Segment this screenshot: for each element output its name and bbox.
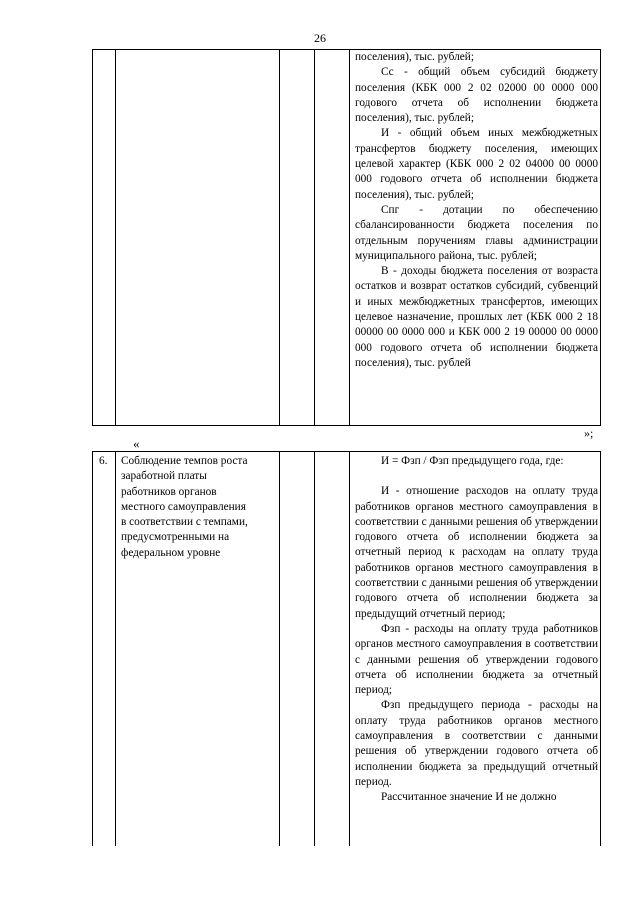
number-cell — [93, 50, 116, 426]
indicator-table-row-6 — [92, 451, 601, 846]
empty-cell — [315, 452, 350, 847]
calculation-method-cell — [350, 452, 601, 847]
paragraph: И - отношение расходов на оплату труда работников органов местного самоуправления в соответствии с данными решения об утверждении годового отчета об исполнении бюджета за отчетный период к расходам на оплату труда работников органов местного самоуправления в соответствии с данными решения об утверждении годового отчета об исполнении бюджета за предыдущий отчетный период; — [355, 485, 598, 620]
indicator-name-cell — [116, 50, 280, 426]
opening-quote: « — [133, 436, 140, 451]
paragraph: Фзп - расходы на оплату труда работников органов местного самоуправления в соответствии с данными решения об утверждении годового отчета об исполнении бюджета за отчетный период; — [355, 622, 598, 697]
name-line: Соблюдение темпов роста — [121, 455, 248, 467]
name-line: в соответствии с темпами, — [121, 516, 248, 529]
page-number: 26 — [314, 31, 326, 45]
name-line: федеральном уровне — [121, 546, 221, 559]
name-line: заработной платы — [121, 470, 207, 483]
calculation-method-cell — [350, 50, 601, 426]
paragraph: И - общий объем иных межбюджетных трансфертов бюджету поселения, имеющих целевой характер (КБК 000 2 02 04000 00 0000 000 годового отчета об исполнении бюджета поселения), тыс. рублей; — [355, 127, 598, 201]
paragraph: Фзп предыдущего периода - расходы на оплату труда работников органов местного самоуправления в соответствии с данными решения об утверждении годового отчета об исполнении бюджета за предыдущий отчетный период. — [355, 699, 598, 788]
empty-cell — [280, 50, 315, 426]
row-number: 6. — [93, 452, 116, 847]
paragraph: Рассчитанное значение И не должно — [381, 791, 557, 804]
blank-line — [355, 469, 598, 484]
closing-quote: »; — [584, 426, 594, 440]
paragraph: поселения), тыс. рублей; — [355, 51, 474, 63]
indicator-table-continuation — [92, 49, 601, 426]
paragraph: Спг - дотации по обеспечению сбалансированности бюджета поселения по отдельным поручениям главы администрации муниципального района, тыс. рублей; — [355, 203, 598, 262]
indicator-name-cell — [116, 452, 280, 847]
paragraph: Сс - общий объем субсидий бюджету поселения (КБК 000 2 02 02000 00 0000 000 годового отчета об исполнении бюджета поселения), тыс. рублей; — [355, 66, 598, 125]
name-line: местного самоуправления — [121, 500, 246, 513]
name-line: работников органов — [121, 485, 217, 498]
paragraph: В - доходы бюджета поселения от возраста остатков и возврат остатков субсидий, субвенций и иных межбюджетных трансфертов, имеющих целевое назначение, прошлых лет (КБК 000 2 18 00000 00 0000 000 и КБК 000 2 19 00000 00 0000 000 годового отчета об исполнении бюджета поселения), тыс. рублей — [355, 265, 598, 369]
empty-cell — [315, 50, 350, 426]
empty-cell — [280, 452, 315, 847]
name-line: предусмотренными на — [121, 531, 230, 544]
formula: И = Фзп / Фзп предыдущего года, где: — [381, 455, 564, 467]
